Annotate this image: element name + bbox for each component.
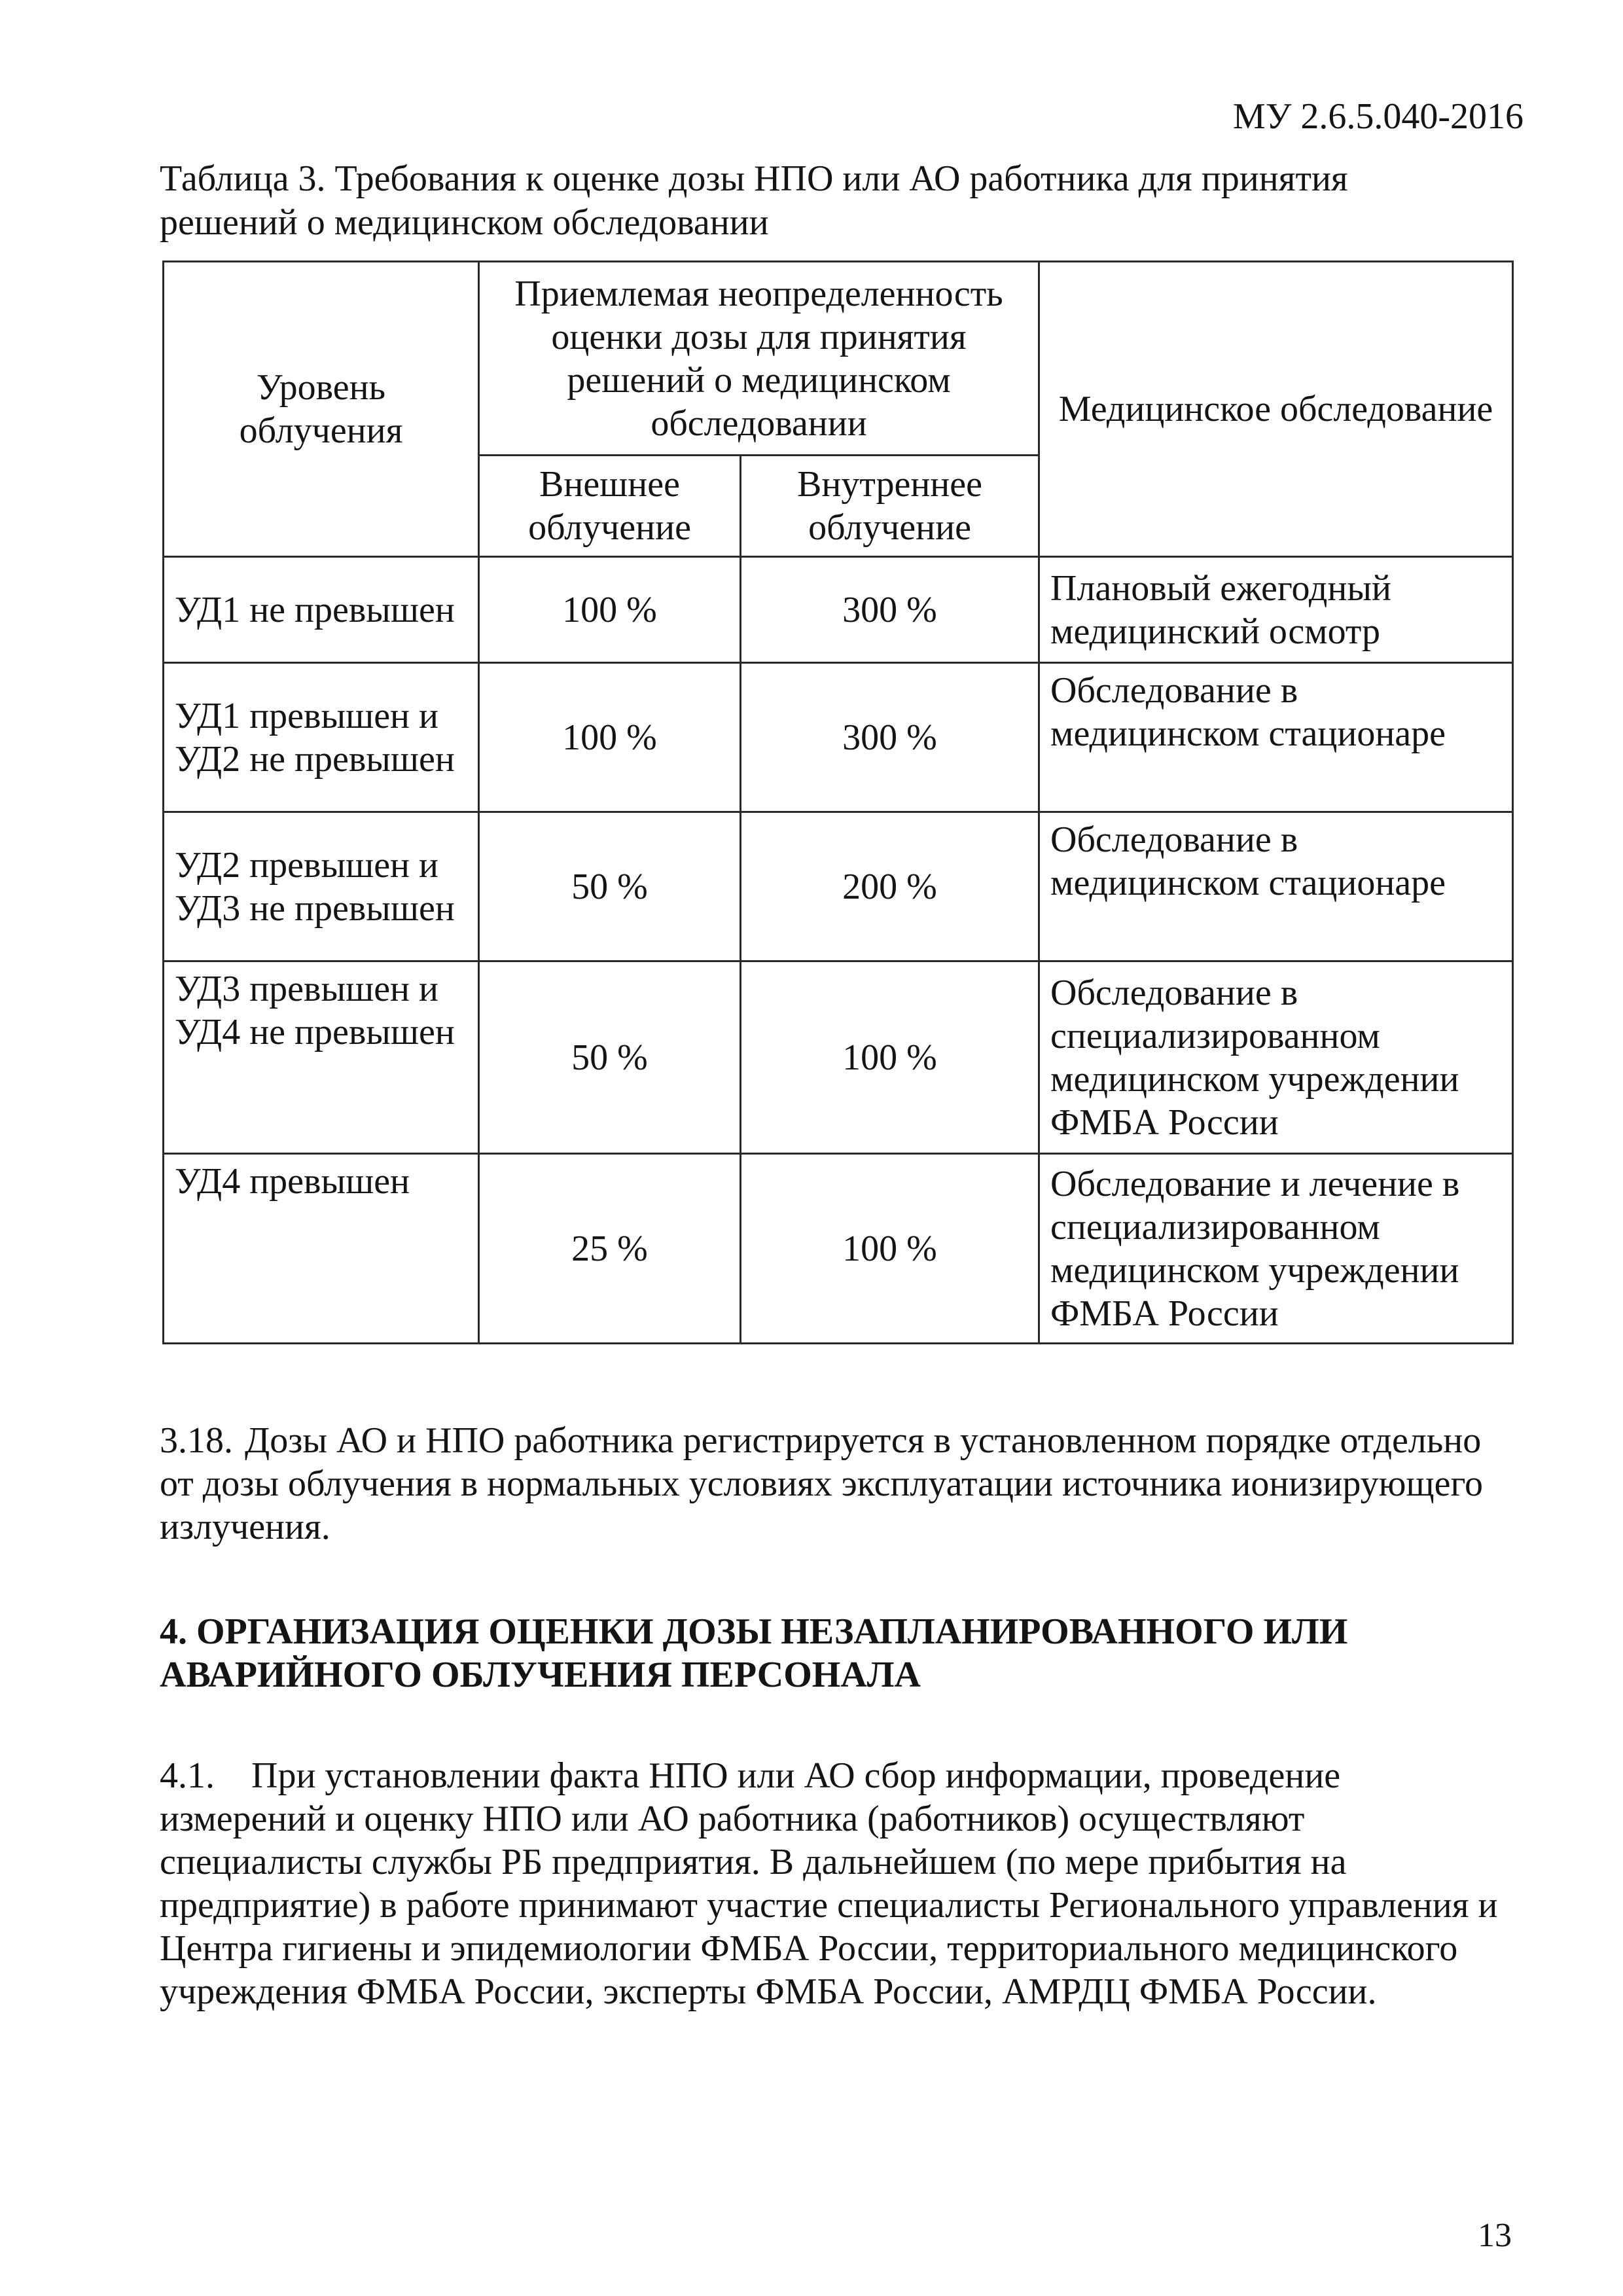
cell-exam: Плановый ежегодный медицинский осмотр [1039,557,1513,663]
header-exam: Медицинское обследование [1039,262,1513,557]
cell-exam: Обследование и лечение в специализированном медицинском учреждении ФМБА России [1039,1154,1513,1344]
header-level: Уровень облучения [164,262,479,557]
cell-external: 100 % [479,557,741,663]
cell-level: УД2 превышен и УД3 не превышен [164,812,479,961]
cell-level: УД1 превышен и УД2 не превышен [164,663,479,812]
dose-requirements-table [162,260,1514,1344]
cell-exam: Обследование в медицинском стационаре [1039,663,1513,812]
header-internal: Внутреннее облучение [741,456,1039,557]
paragraph-3-18 [160,1419,1508,1549]
cell-internal: 300 % [741,663,1039,812]
cell-external: 25 % [479,1154,741,1344]
cell-level: УД1 не превышен [164,557,479,663]
cell-level: УД4 превышен [164,1154,479,1344]
header-external: Внешнее облучение [479,456,741,557]
section-heading: 4. ОРГАНИЗАЦИЯ ОЦЕНКИ ДОЗЫ НЕЗАПЛАНИРОВАННОГО ИЛИ АВАРИЙНОГО ОБЛУЧЕНИЯ ПЕРСОНАЛА [160,1611,1348,1695]
paragraph-4-1 [160,1754,1508,2013]
cell-external: 100 % [479,663,741,812]
cell-internal: 100 % [741,1154,1039,1344]
cell-external: 50 % [479,961,741,1154]
table-caption: Таблица 3. Требования к оценке дозы НПО или АО работника для принятия решений о медицинском обследовании [160,158,1348,243]
table-row [164,1154,1513,1344]
cell-internal: 200 % [741,812,1039,961]
paragraph-text: Дозы АО и НПО работника регистрируется в установленном порядке отдельно от дозы облучения в нормальных условиях эксплуатации источника ионизирующего излучения. [160,1420,1484,1547]
cell-exam: Обследование в медицинском стационаре [1039,812,1513,961]
table-header-row [164,262,1513,456]
document-code: МУ 2.6.5.040-2016 [1232,96,1524,137]
page-number: 13 [1478,2217,1512,2254]
table-row [164,812,1513,961]
cell-exam: Обследование в специализированном медицинском учреждении ФМБА России [1039,961,1513,1154]
cell-level: УД3 превышен и УД4 не превышен [164,961,479,1154]
table-row [164,557,1513,663]
cell-internal: 300 % [741,557,1039,663]
table-row [164,961,1513,1154]
paragraph-number: 4.1. [160,1755,215,1796]
header-uncertainty: Приемлемая неопределенность оценки дозы для принятия решений о медицинском обследовании [479,262,1039,456]
cell-internal: 100 % [741,961,1039,1154]
cell-external: 50 % [479,812,741,961]
paragraph-number: 3.18. [160,1420,233,1461]
paragraph-text: При установлении факта НПО или АО сбор информации, проведение измерений и оценку НПО или АО работника (работников) осуществляют специалисты службы РБ предприятия. В дальнейшем (по мере прибытия на предприятие) в работе принимают участие специалисты Регионального управления и Центра гигиены и эпидемиологии ФМБА России, территориального медицинского учреждения ФМБА России, эксперты ФМБА России, АМРДЦ ФМБА России. [160,1755,1498,2012]
table-row [164,663,1513,812]
